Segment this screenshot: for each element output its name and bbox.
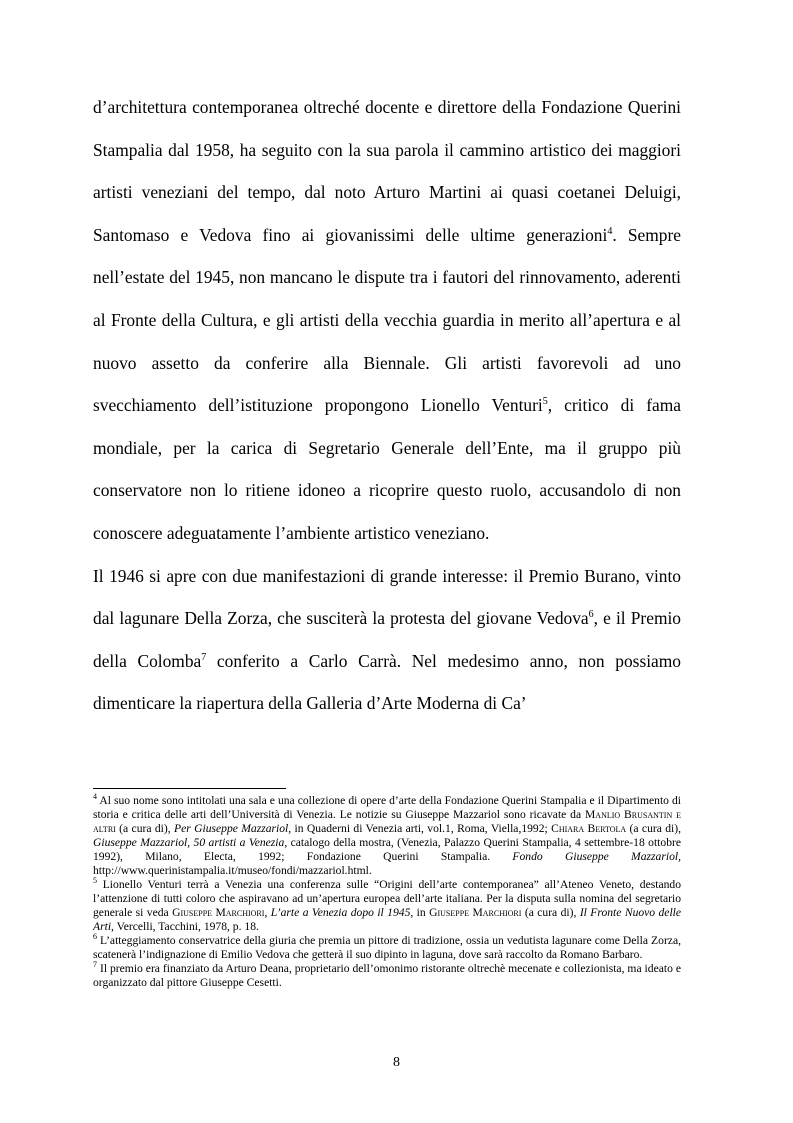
footnote-5-text: , bbox=[264, 906, 271, 919]
footnote-4-title: Giuseppe Mazzariol, 50 artisti a Venezia bbox=[93, 836, 285, 849]
footnote-5-author: Giuseppe Marchiori bbox=[429, 906, 522, 919]
p1-text-b: . Sempre nell’estate del 1945, non mancano le dispute tra i fautori del rinnovamento, aderenti al Fronte della Cultura, e gli artisti della vecchia guardia in merito all’apertura e al nuovo assetto da conferire alla Biennale. Gli artisti favorevoli ad uno svecchiamento dell’istituzione propongono Lionello Venturi bbox=[93, 224, 681, 416]
p2-text-c: conferito a Carlo Carrà. Nel medesimo anno, non possiamo dimenticare la riapertura della Galleria d’Arte Moderna di Ca’ bbox=[93, 650, 681, 714]
footnote-4-author: Chiara Bertola bbox=[551, 822, 627, 835]
footnote-5 bbox=[93, 878, 681, 934]
footnote-7-text: Il premio era finanziato da Arturo Deana, proprietario dell’omonimo ristorante oltrechè mecenate e collezionista, ma ideato e organizzato dal pittore Giuseppe Cesetti. bbox=[93, 962, 681, 989]
footnote-7 bbox=[93, 962, 681, 990]
footnote-4-title: Per Giuseppe Mazzariol, bbox=[174, 822, 292, 835]
paragraph-1 bbox=[93, 86, 681, 555]
footnote-4-number: 4 bbox=[93, 792, 97, 802]
footnote-separator bbox=[93, 788, 286, 789]
footnote-4-text: , catalogo della mostra, (Venezia, Palazzo Querini Stampalia, 4 settembre-18 ottobre 1992), Milano, Electa, 1992; Fondazione Querini Stampalia. bbox=[93, 836, 681, 863]
footnote-5-author: Giuseppe Marchiori bbox=[172, 906, 265, 919]
footnote-4-title: Fondo Giuseppe Mazzariol bbox=[512, 850, 679, 863]
footnote-4-text: in Quaderni di Venezia arti, vol.1, Roma, Viella,1992; bbox=[291, 822, 552, 835]
footnote-6 bbox=[93, 934, 681, 962]
footnote-ref-7[interactable]: 7 bbox=[201, 651, 207, 663]
footnote-5-text: Lionello Venturi terrà a Venezia una conferenza sulle “Origini dell’arte contemporanea” all’Ateneo Veneto, destando l’attenzione di tutti coloro che aspiravano ad un’apertura europea dell’arte italiana. Per la disputa sulla nomina del segretario generale si veda bbox=[93, 878, 681, 919]
footnote-ref-4[interactable]: 4 bbox=[607, 225, 613, 237]
body-text bbox=[93, 86, 681, 725]
footnote-4-author: Manlio Brusantin e altri bbox=[93, 808, 681, 835]
footnotes bbox=[93, 794, 681, 990]
footnote-5-title: Il Fronte Nuovo delle Arti bbox=[93, 906, 682, 933]
footnote-7-number: 7 bbox=[93, 960, 97, 970]
footnote-5-text: , in bbox=[410, 906, 430, 919]
footnote-6-text: L’atteggiamento conservatrice della giuria che premia un pittore di tradizione, ossia un vedutista lagunare come Della Zorza, scatenerà l’indignazione di Emilio Vedova che getterà il suo dipinto in laguna, dove sarà raccolto da Romano Barbaro. bbox=[93, 934, 681, 961]
footnote-4-text: Al suo nome sono intitolati una sala e una collezione di opere d’arte della Fondazione Querini Stampalia e il Dipartimento di storia e critica delle arti dell’Università di Venezia. Le notizie su Giuseppe Mazzariol sono ricavate da bbox=[93, 794, 681, 821]
footnote-4-text: (a cura di), bbox=[626, 822, 682, 835]
p1-text-c: , critico di fama mondiale, per la carica di Segretario Generale dell’Ente, ma il gruppo più conservatore non lo ritiene idoneo a ricoprire questo ruolo, accusandolo di non conoscere adeguatamente l’ambiente artistico veneziano. bbox=[93, 395, 682, 543]
p1-text-a: d’architettura contemporanea oltreché docente e direttore della Fondazione Querini Stampalia dal 1958, ha seguito con la sua parola il cammino artistico dei maggiori artisti veneziani del tempo, dal noto Arturo Martini ai quasi coetanei Deluigi, Santomaso e Vedova fino ai giovanissimi delle ultime generazioni bbox=[93, 97, 681, 245]
footnote-5-text: , Vercelli, Tacchini, 1978, p. 18. bbox=[111, 920, 259, 933]
footnote-ref-6[interactable]: 6 bbox=[588, 609, 594, 621]
p2-text-b: , e il Premio della Colomba bbox=[93, 608, 682, 671]
footnote-4-link[interactable]: , http://www.querinistampalia.it/museo/fondi/mazzariol.html. bbox=[93, 850, 681, 877]
page-number: 8 bbox=[393, 1055, 400, 1070]
paragraph-2 bbox=[93, 555, 681, 725]
footnote-5-text: (a cura di), bbox=[521, 906, 580, 919]
footnote-5-title: L’arte a Venezia dopo il 1945 bbox=[270, 906, 411, 919]
footnote-4-text: (a cura di), bbox=[115, 822, 174, 835]
footnote-ref-5[interactable]: 5 bbox=[542, 396, 548, 408]
footnote-4 bbox=[93, 794, 681, 878]
main-text bbox=[93, 86, 681, 725]
footnote-5-number: 5 bbox=[93, 876, 97, 886]
p2-text-a: Il 1946 si apre con due manifestazioni di grande interesse: il Premio Burano, vinto dal lagunare Della Zorza, che susciterà la protesta del giovane Vedova bbox=[93, 565, 681, 629]
footnote-6-number: 6 bbox=[93, 932, 97, 942]
